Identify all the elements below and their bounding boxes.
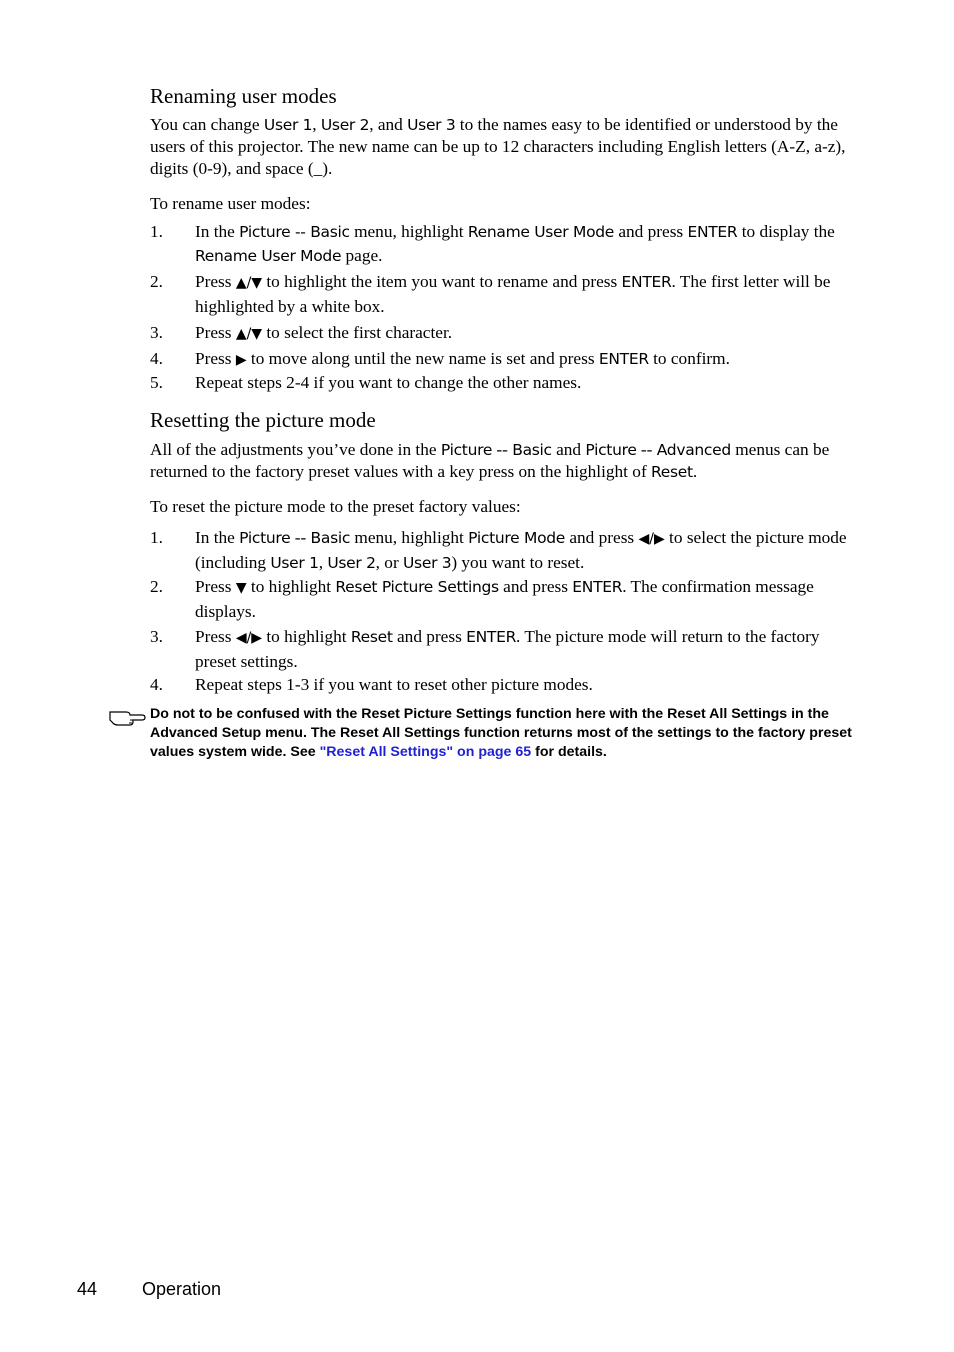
list-item: 2. Press ▲/▼ to highlight the item you want to rename and press ENTER. The first letter will be highlighted by a white box. (150, 272, 831, 316)
resetting-lead: To reset the picture mode to the preset factory values: (150, 497, 521, 516)
list-item: 2. Press ▼ to highlight Reset Picture Settings and press ENTER. The confirmation message displays. (150, 577, 814, 621)
note-text: Do not to be confused with the Reset Picture Settings function here with the Reset All Settings in the Advanced Setup menu. The Reset All Settings function returns most of the settings to the factory preset values system wide. See "Reset All Settings" on page 65 for details. (150, 706, 852, 760)
left-right-arrow-icon: ◀/▶ (638, 531, 665, 547)
down-arrow-icon: ▼ (235, 580, 247, 596)
up-down-arrow-icon: ▲/▼ (235, 275, 263, 291)
footer-section-label: Operation (142, 1279, 222, 1299)
renaming-intro-paragraph: You can change User 1, User 2, and User 3 to the names easy to be identified or understood by the users of this projector. The new name can be up to 12 characters including English letters (A-Z, a-z), digits (0-9), and space (_). (150, 115, 846, 178)
list-item: 3. Press ◀/▶ to highlight Reset and press ENTER. The picture mode will return to the factory preset settings. (150, 627, 820, 671)
up-down-arrow-icon: ▲/▼ (235, 326, 263, 342)
renaming-lead: To rename user modes: (150, 194, 311, 213)
left-right-arrow-icon: ◀/▶ (235, 630, 263, 646)
resetting-intro-paragraph: All of the adjustments you’ve done in the Picture -- Basic and Picture -- Advanced menus can be returned to the factory preset values with a key press on the highlight of Reset. (150, 440, 830, 481)
manual-page: Renaming user modes You can change User 1, User 2, and User 3 to the names easy to be identified or understood by the users of this projector. The new name can be up to 12 characters including English letters (A-Z, a-z), digits (0-9), and space (_). To rename user modes: 1. In the Picture -- Basic menu, highlight Rename User Mode and press ENTER to display the Rename User Mode page. 2. Press ▲/▼ to highlight the item you want to rename and press ENTER. The first letter will be highlighted by a white box. 3. Press ▲/▼ to select the first character. 4. Press ▶ to move along until the new name is set and press ENTER to confirm. 5. Repeat steps 2-4 if you want to change the other names. Resetting the picture mode All of the adjustments you’ve done in the Picture -- Basic and Picture -- Advanced menus can be returned to the factory preset values with a key press on the highlight of Reset. To reset the picture mode to the preset factory values: 1. In the Picture -- Basic menu, highlight Picture Mode and press ◀/▶ to select the picture mode (including User 1, User 2, or User 3) you want to reset. 2. Press ▼ to highlight Reset Picture Settings and press ENTER. The confirmation message displays. 3. Press ◀/▶ to highlight Reset and press ENTER. The picture mode will return to the factory preset settings. 4. Repeat steps 1-3 if you want to reset other picture modes. Do not to be confused with the Reset Picture Settings function here with the Reset All Settings in the Advanced Setup menu. The Reset All Settings function returns most of the settings to the factory preset values system wide. See "Reset All Settings" on page 65 for details. 44 Operation (0, 0, 954, 1352)
list-item: 1. In the Picture -- Basic menu, highlight Picture Mode and press ◀/▶ to select the picture mode (including User 1, User 2, or User 3) you want to reset. (150, 528, 847, 572)
list-item: 1. In the Picture -- Basic menu, highlight Rename User Mode and press ENTER to display the Rename User Mode page. (150, 222, 835, 265)
right-arrow-icon: ▶ (235, 352, 247, 368)
pointing-hand-icon (108, 706, 148, 728)
section-heading-resetting: Resetting the picture mode (150, 408, 376, 432)
page-number: 44 (77, 1279, 98, 1299)
reset-all-settings-link[interactable]: "Reset All Settings" on page 65 (319, 744, 532, 760)
section-heading-renaming: Renaming user modes (150, 84, 337, 108)
